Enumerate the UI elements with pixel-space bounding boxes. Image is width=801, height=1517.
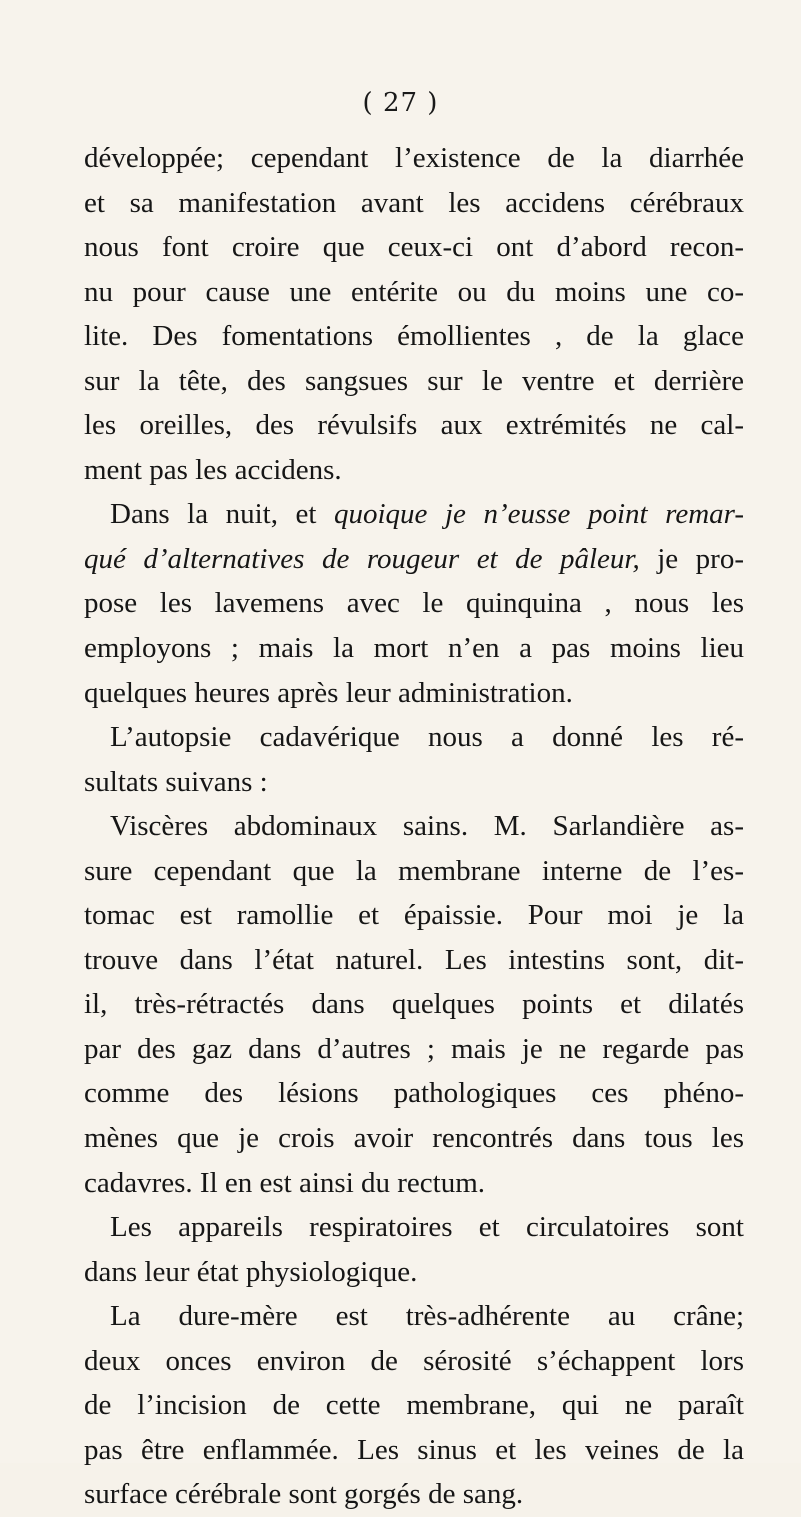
roman-text: L’autopsie cadavérique nous a donné les ré- [110, 721, 744, 754]
roman-text: quelques heures après leur administration. [84, 676, 573, 709]
text-line [84, 715, 744, 760]
text-line [84, 181, 744, 226]
text-line [84, 1027, 744, 1072]
text-line [84, 938, 744, 983]
roman-text: nu pour cause une entérite ou du moins une co- [84, 275, 744, 308]
roman-text: de l’incision de cette membrane, qui ne paraît [84, 1389, 744, 1422]
roman-text: sultats suivans : [84, 765, 268, 798]
roman-text: ment pas les accidens. [84, 453, 342, 486]
text-line [84, 537, 744, 582]
text-line [84, 982, 744, 1027]
text-line [84, 448, 744, 493]
text-line [84, 849, 744, 894]
italic-text: quoique je n’eusse point remar- [334, 498, 744, 531]
text-line [84, 804, 744, 849]
text-line [84, 1161, 744, 1206]
text-line [84, 136, 744, 181]
roman-text: nous font croire que ceux-ci ont d’abord recon- [84, 231, 744, 264]
text-line [84, 1472, 744, 1517]
roman-text: comme des lésions pathologiques ces phéno- [84, 1077, 744, 1110]
text-line [84, 581, 744, 626]
roman-text: et sa manifestation avant les accidens cérébraux [84, 186, 744, 219]
roman-text: développée; cependant l’existence de la diarrhée [84, 142, 744, 174]
text-line [84, 893, 744, 938]
page-number: ( 27 ) [362, 88, 439, 118]
roman-text: par des gaz dans d’autres ; mais je ne regarde pas [84, 1032, 744, 1065]
italic-text: qué d’alternatives de rougeur et de pâleur, [84, 542, 640, 575]
text-line [84, 314, 744, 359]
text-line [84, 403, 744, 448]
body-text [84, 136, 744, 1517]
text-line [84, 626, 744, 671]
roman-text: Viscères abdominaux sains. M. Sarlandière as- [110, 810, 744, 843]
roman-text: mènes que je crois avoir rencontrés dans tous les [84, 1122, 744, 1155]
text-line [84, 359, 744, 404]
roman-text: sure cependant que la membrane interne de l’es- [84, 854, 744, 887]
roman-text: pas être enflammée. Les sinus et les veines de la [84, 1433, 744, 1466]
text-line [84, 760, 744, 805]
text-line [84, 270, 744, 315]
roman-text: pose les lavemens avec le quinquina , nous les [84, 587, 744, 620]
roman-text: les oreilles, des révulsifs aux extrémités ne cal- [84, 409, 744, 442]
roman-text: tomac est ramollie et épaissie. Pour moi je la [84, 899, 744, 932]
text-line [84, 1339, 744, 1384]
roman-text: il, très-rétractés dans quelques points et dilatés [84, 988, 744, 1021]
text-line [84, 1383, 744, 1428]
roman-text: dans leur état physiologique. [84, 1255, 418, 1288]
roman-text: lite. Des fomentations émollientes , de la glace [84, 320, 744, 353]
roman-text: La dure-mère est très-adhérente au crâne; [110, 1300, 744, 1333]
roman-text: Dans la nuit, et [110, 498, 334, 531]
roman-text: Les appareils respiratoires et circulatoires sont [110, 1211, 744, 1244]
text-line [84, 1205, 744, 1250]
roman-text: cadavres. Il en est ainsi du rectum. [84, 1166, 486, 1199]
text-line [84, 1428, 744, 1473]
text-line [84, 492, 744, 537]
roman-text: sur la tête, des sangsues sur le ventre et derrière [84, 364, 744, 397]
text-line [84, 1294, 744, 1339]
text-line [84, 1250, 744, 1295]
roman-text: trouve dans l’état naturel. Les intestins sont, dit- [84, 943, 744, 976]
text-line [84, 225, 744, 270]
roman-text: employons ; mais la mort n’en a pas moins lieu [84, 632, 744, 665]
roman-text: deux onces environ de sérosité s’échappent lors [84, 1344, 744, 1377]
text-line [84, 1071, 744, 1116]
text-line [84, 1116, 744, 1161]
roman-text: surface cérébrale sont gorgés de sang. [84, 1478, 524, 1511]
text-line [84, 671, 744, 716]
roman-text: je pro- [639, 542, 744, 575]
